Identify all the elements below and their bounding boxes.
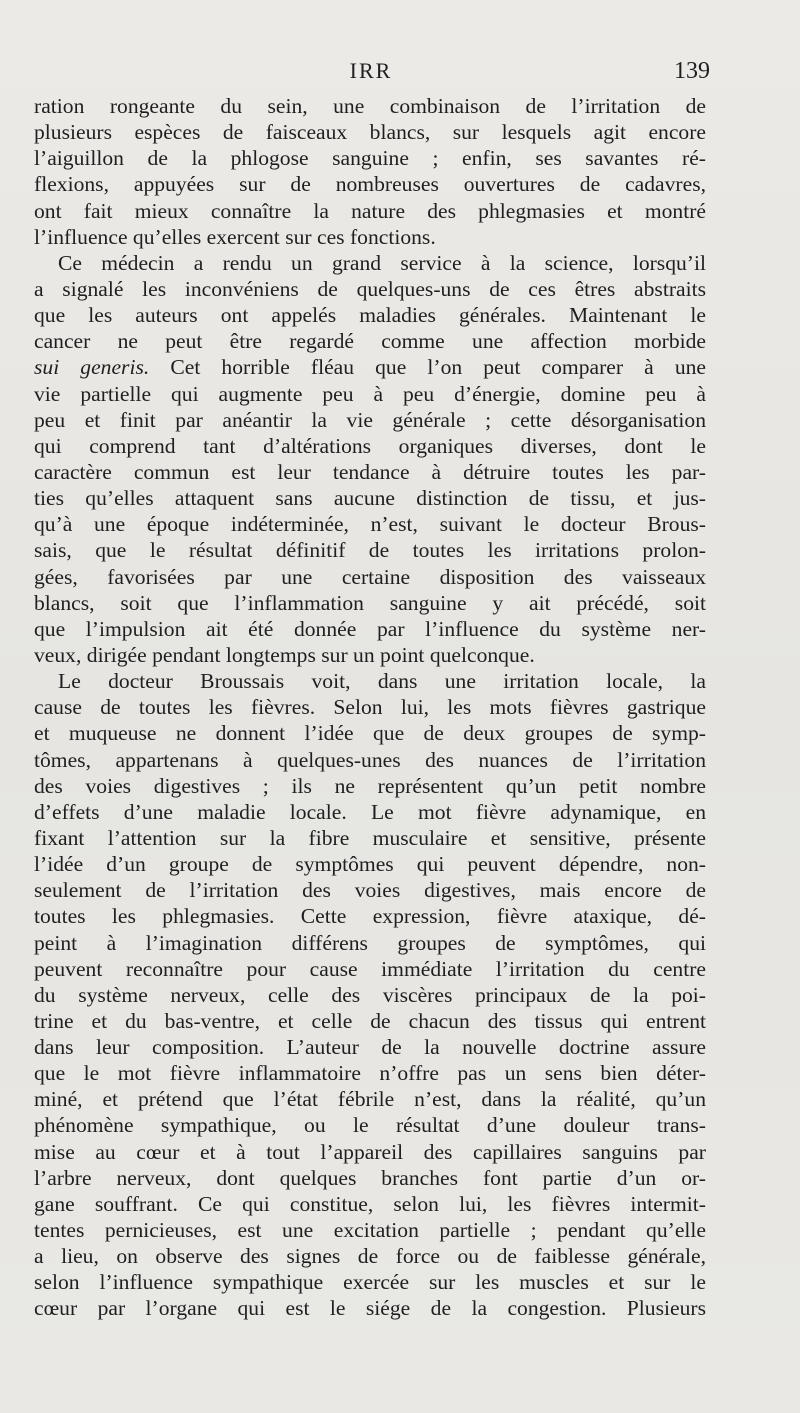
- text-line: l’aiguillon de la phlogose sanguine ; enfin, ses savantes ré-: [34, 146, 706, 171]
- text-line: sais, que le résultat définitif de toutes les irritations prolon-: [34, 538, 706, 563]
- text-line: que l’impulsion ait été donnée par l’influence du système ner-: [34, 616, 706, 641]
- text-line: tômes, appartenans à quelques-unes des nuances de l’irritation: [34, 747, 706, 772]
- text-line: ties qu’elles attaquent sans aucune distinction de tissu, et jus-: [34, 486, 706, 511]
- text-line: trine et du bas-ventre, et celle de chacun des tissus qui entrent: [34, 1008, 706, 1033]
- running-head: IRR: [349, 58, 393, 83]
- text-line: phénomène sympathique, ou le résultat d’une douleur trans-: [34, 1113, 706, 1138]
- text-line: gées, favorisées par une certaine disposition des vaisseaux: [34, 564, 706, 589]
- text-line: qu’à une époque indéterminée, n’est, suivant le docteur Brous-: [34, 512, 706, 537]
- text-line: tentes pernicieuses, est une excitation partielle ; pendant qu’elle: [34, 1218, 706, 1243]
- text-line: veux, dirigée pendant longtemps sur un point quelconque.: [34, 642, 535, 667]
- text-line: du système nerveux, celle des viscères principaux de la poi-: [34, 982, 706, 1007]
- text-line: Ce médecin a rendu un grand service à la science, lorsqu’il: [58, 250, 706, 275]
- text-line: caractère commun est leur tendance à détruire toutes les par-: [34, 459, 706, 484]
- page-number: 139: [674, 58, 710, 84]
- text-line: blancs, soit que l’inflammation sanguine y ait précédé, soit: [34, 590, 706, 615]
- text-line: Le docteur Broussais voit, dans une irritation locale, la: [58, 669, 706, 694]
- text-line: selon l’influence sympathique exercée sur les muscles et sur le: [34, 1270, 706, 1295]
- text-line: ration rongeante du sein, une combinaison de l’irritation de: [34, 94, 706, 118]
- text-line: que le mot fièvre inflammatoire n’offre pas un sens bien déter-: [34, 1061, 706, 1086]
- text-line: mise au cœur et à tout l’appareil des capillaires sanguins par: [34, 1139, 706, 1164]
- text-line: l’idée d’un groupe de symptômes qui peuvent dépendre, non-: [34, 852, 706, 877]
- text-line-rest: Cet horrible fléau que l’on peut comparer à une: [149, 355, 706, 380]
- text-line: a lieu, on observe des signes de force ou de faiblesse générale,: [34, 1244, 706, 1269]
- text-line: a signalé les inconvéniens de quelques-uns de ces êtres abstraits: [34, 276, 706, 301]
- text-line: plusieurs espèces de faisceaux blancs, sur lesquels agit encore: [34, 120, 706, 145]
- text-line: cancer ne peut être regardé comme une affection morbide: [34, 329, 706, 354]
- body-text: [34, 93, 706, 1322]
- text-line: ont fait mieux connaître la nature des phlegmasies et montré: [34, 198, 706, 223]
- text-line: l’arbre nerveux, dont quelques branches font partie d’un or-: [34, 1165, 706, 1190]
- text-line: et muqueuse ne donnent l’idée que de deux groupes de symp-: [34, 721, 706, 746]
- text-line: l’influence qu’elles exercent sur ces fonctions.: [34, 224, 436, 249]
- text-line: cœur par l’organe qui est le siége de la congestion. Plusieurs: [34, 1296, 706, 1321]
- text-line: vie partielle qui augmente peu à peu d’énergie, domine peu à: [34, 381, 706, 406]
- text-line: peint à l’imagination différens groupes de symptômes, qui: [34, 930, 706, 955]
- text-line: miné, et prétend que l’état fébrile n’est, dans la réalité, qu’un: [34, 1087, 706, 1112]
- text-line: cause de toutes les fièvres. Selon lui, les mots fièvres gastrique: [34, 695, 706, 720]
- text-line-italic-start: [34, 354, 706, 380]
- text-line: fixant l’attention sur la fibre musculaire et sensitive, présente: [34, 825, 706, 850]
- page-header: [32, 58, 710, 92]
- text-line: que les auteurs ont appelés maladies générales. Maintenant le: [34, 303, 706, 328]
- text-line: seulement de l’irritation des voies digestives, mais encore de: [34, 878, 706, 903]
- text-line: peuvent reconnaître pour cause immédiate l’irritation du centre: [34, 956, 706, 981]
- text-line: dans leur composition. L’auteur de la nouvelle doctrine assure: [34, 1035, 706, 1060]
- text-line: peu et finit par anéantir la vie générale ; cette désorganisation: [34, 407, 706, 432]
- text-line: gane souffrant. Ce qui constitue, selon lui, les fièvres intermit-: [34, 1191, 706, 1216]
- text-line: flexions, appuyées sur de nombreuses ouvertures de cadavres,: [34, 172, 706, 197]
- text-line: d’effets d’une maladie locale. Le mot fièvre adynamique, en: [34, 799, 706, 824]
- italic-phrase: sui generis.: [34, 355, 150, 380]
- text-line: toutes les phlegmasies. Cette expression, fièvre ataxique, dé-: [34, 904, 706, 929]
- text-line: des voies digestives ; ils ne représentent qu’un petit nombre: [34, 773, 706, 798]
- text-line: qui comprend tant d’altérations organiques diverses, dont le: [34, 433, 706, 458]
